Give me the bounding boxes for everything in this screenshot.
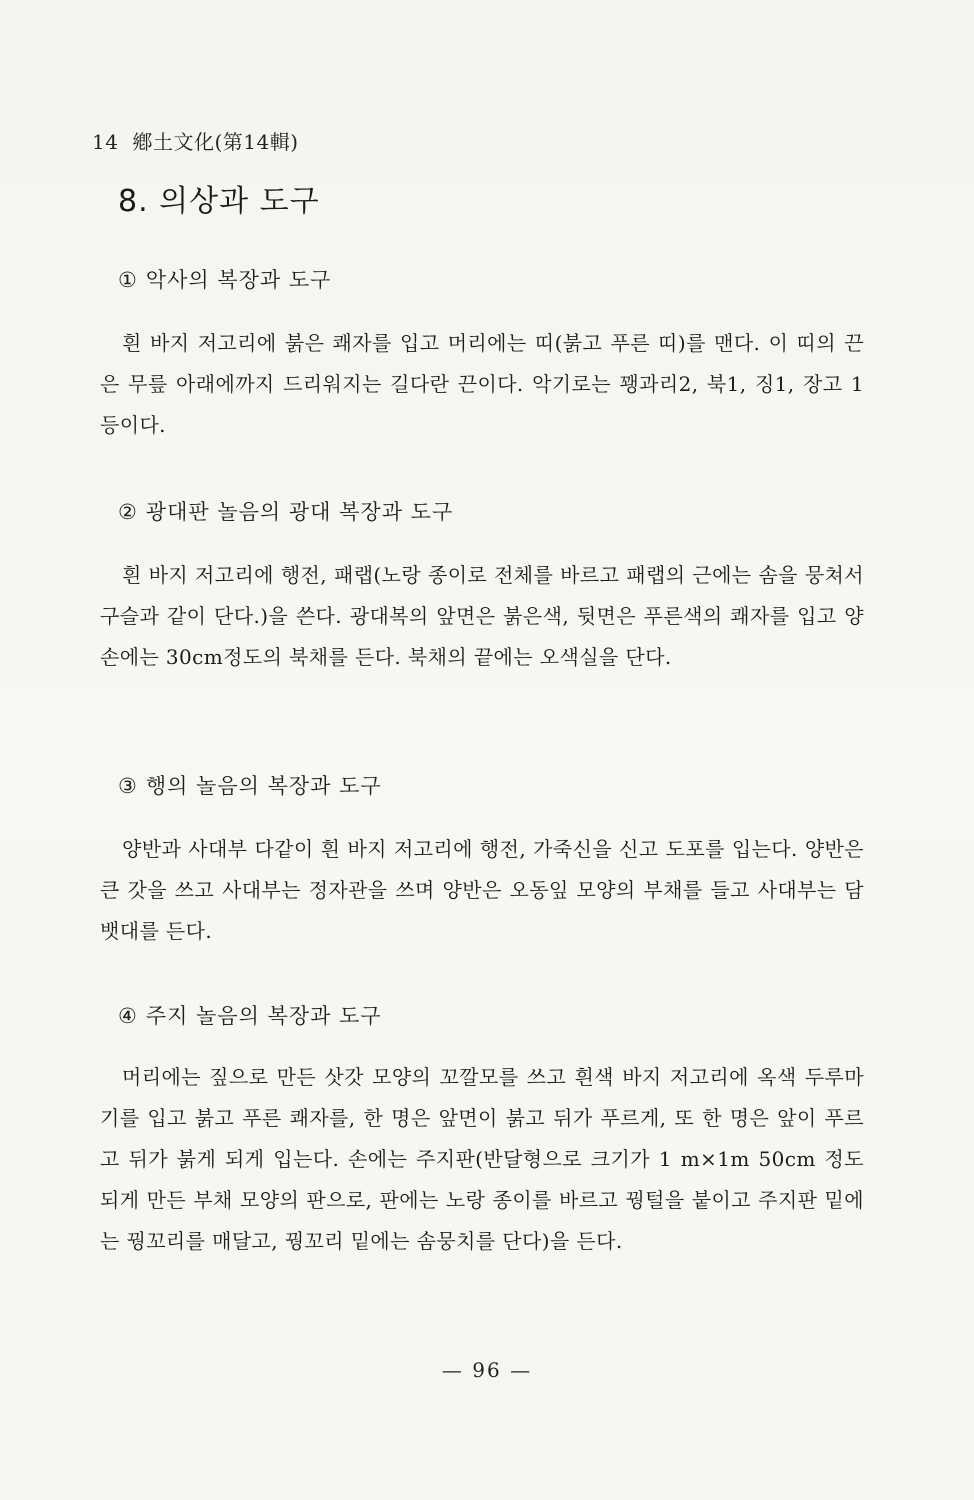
page-number: — 96 — (441, 1358, 533, 1382)
section-number: ④ (118, 1004, 138, 1028)
section-body-4: 머리에는 짚으로 만든 삿갓 모양의 꼬깔모를 쓰고 흰색 바지 저고리에 옥색 두루마기를 입고 붉고 푸른 쾌자를, 한 명은 앞면이 붉고 뒤가 푸르게, 또 한 명은 앞이 푸르고 뒤가 붉게 되게 입는다. 손에는 주지판(반달형으로 크기가 1 m×1m 50cm 정도 되게 만든 부채 모양의 판으로, 판에는 노랑 종이를 바르고 꿩털을 붙이고 주지판 밑에는 꿩꼬리를 매달고, 꿩꼬리 밑에는 솜뭉치를 단다)을 든다. (100, 1065, 864, 1253)
section-heading-3 (118, 770, 382, 800)
section-heading-1 (118, 264, 331, 294)
section-title: 광대판 놀음의 광대 복장과 도구 (145, 500, 454, 524)
section-number: ① (118, 268, 138, 292)
section-number: ③ (118, 774, 138, 798)
section-heading-2 (118, 496, 453, 526)
header-page-ref: 14 (92, 130, 119, 154)
chapter-title: 8. 의상과 도구 (118, 184, 320, 219)
running-header (92, 126, 299, 155)
section-body-2: 흰 바지 저고리에 행전, 패랩(노랑 종이로 전체를 바르고 패랩의 근에는 솜을 뭉쳐서 구슬과 같이 단다.)을 쓴다. 광대복의 앞면은 붉은색, 뒷면은 푸른색의 쾌자를 입고 양손에는 30cm정도의 북채를 든다. 북채의 끝에는 오색실을 단다. (100, 563, 864, 669)
section-body-1: 흰 바지 저고리에 붉은 쾌자를 입고 머리에는 띠(붉고 푸른 띠)를 맨다. 이 띠의 끈은 무릎 아래에까지 드리워지는 길다란 끈이다. 악기로는 꽹과리2, 북1, 징1, 장고 1 등이다. (100, 331, 864, 437)
section-title: 행의 놀음의 복장과 도구 (145, 774, 382, 798)
section-title: 주지 놀음의 복장과 도구 (145, 1004, 382, 1028)
section-body-3: 양반과 사대부 다같이 흰 바지 저고리에 행전, 가죽신을 신고 도포를 입는다. 양반은 큰 갓을 쓰고 사대부는 정자관을 쓰며 양반은 오동잎 모양의 부채를 들고 사대부는 담뱃대를 든다. (100, 837, 864, 943)
section-number: ② (118, 500, 138, 524)
section-heading-4 (118, 1000, 382, 1030)
section-title: 악사의 복장과 도구 (145, 268, 332, 292)
journal-title: 鄕土文化(第14輯) (132, 130, 299, 154)
